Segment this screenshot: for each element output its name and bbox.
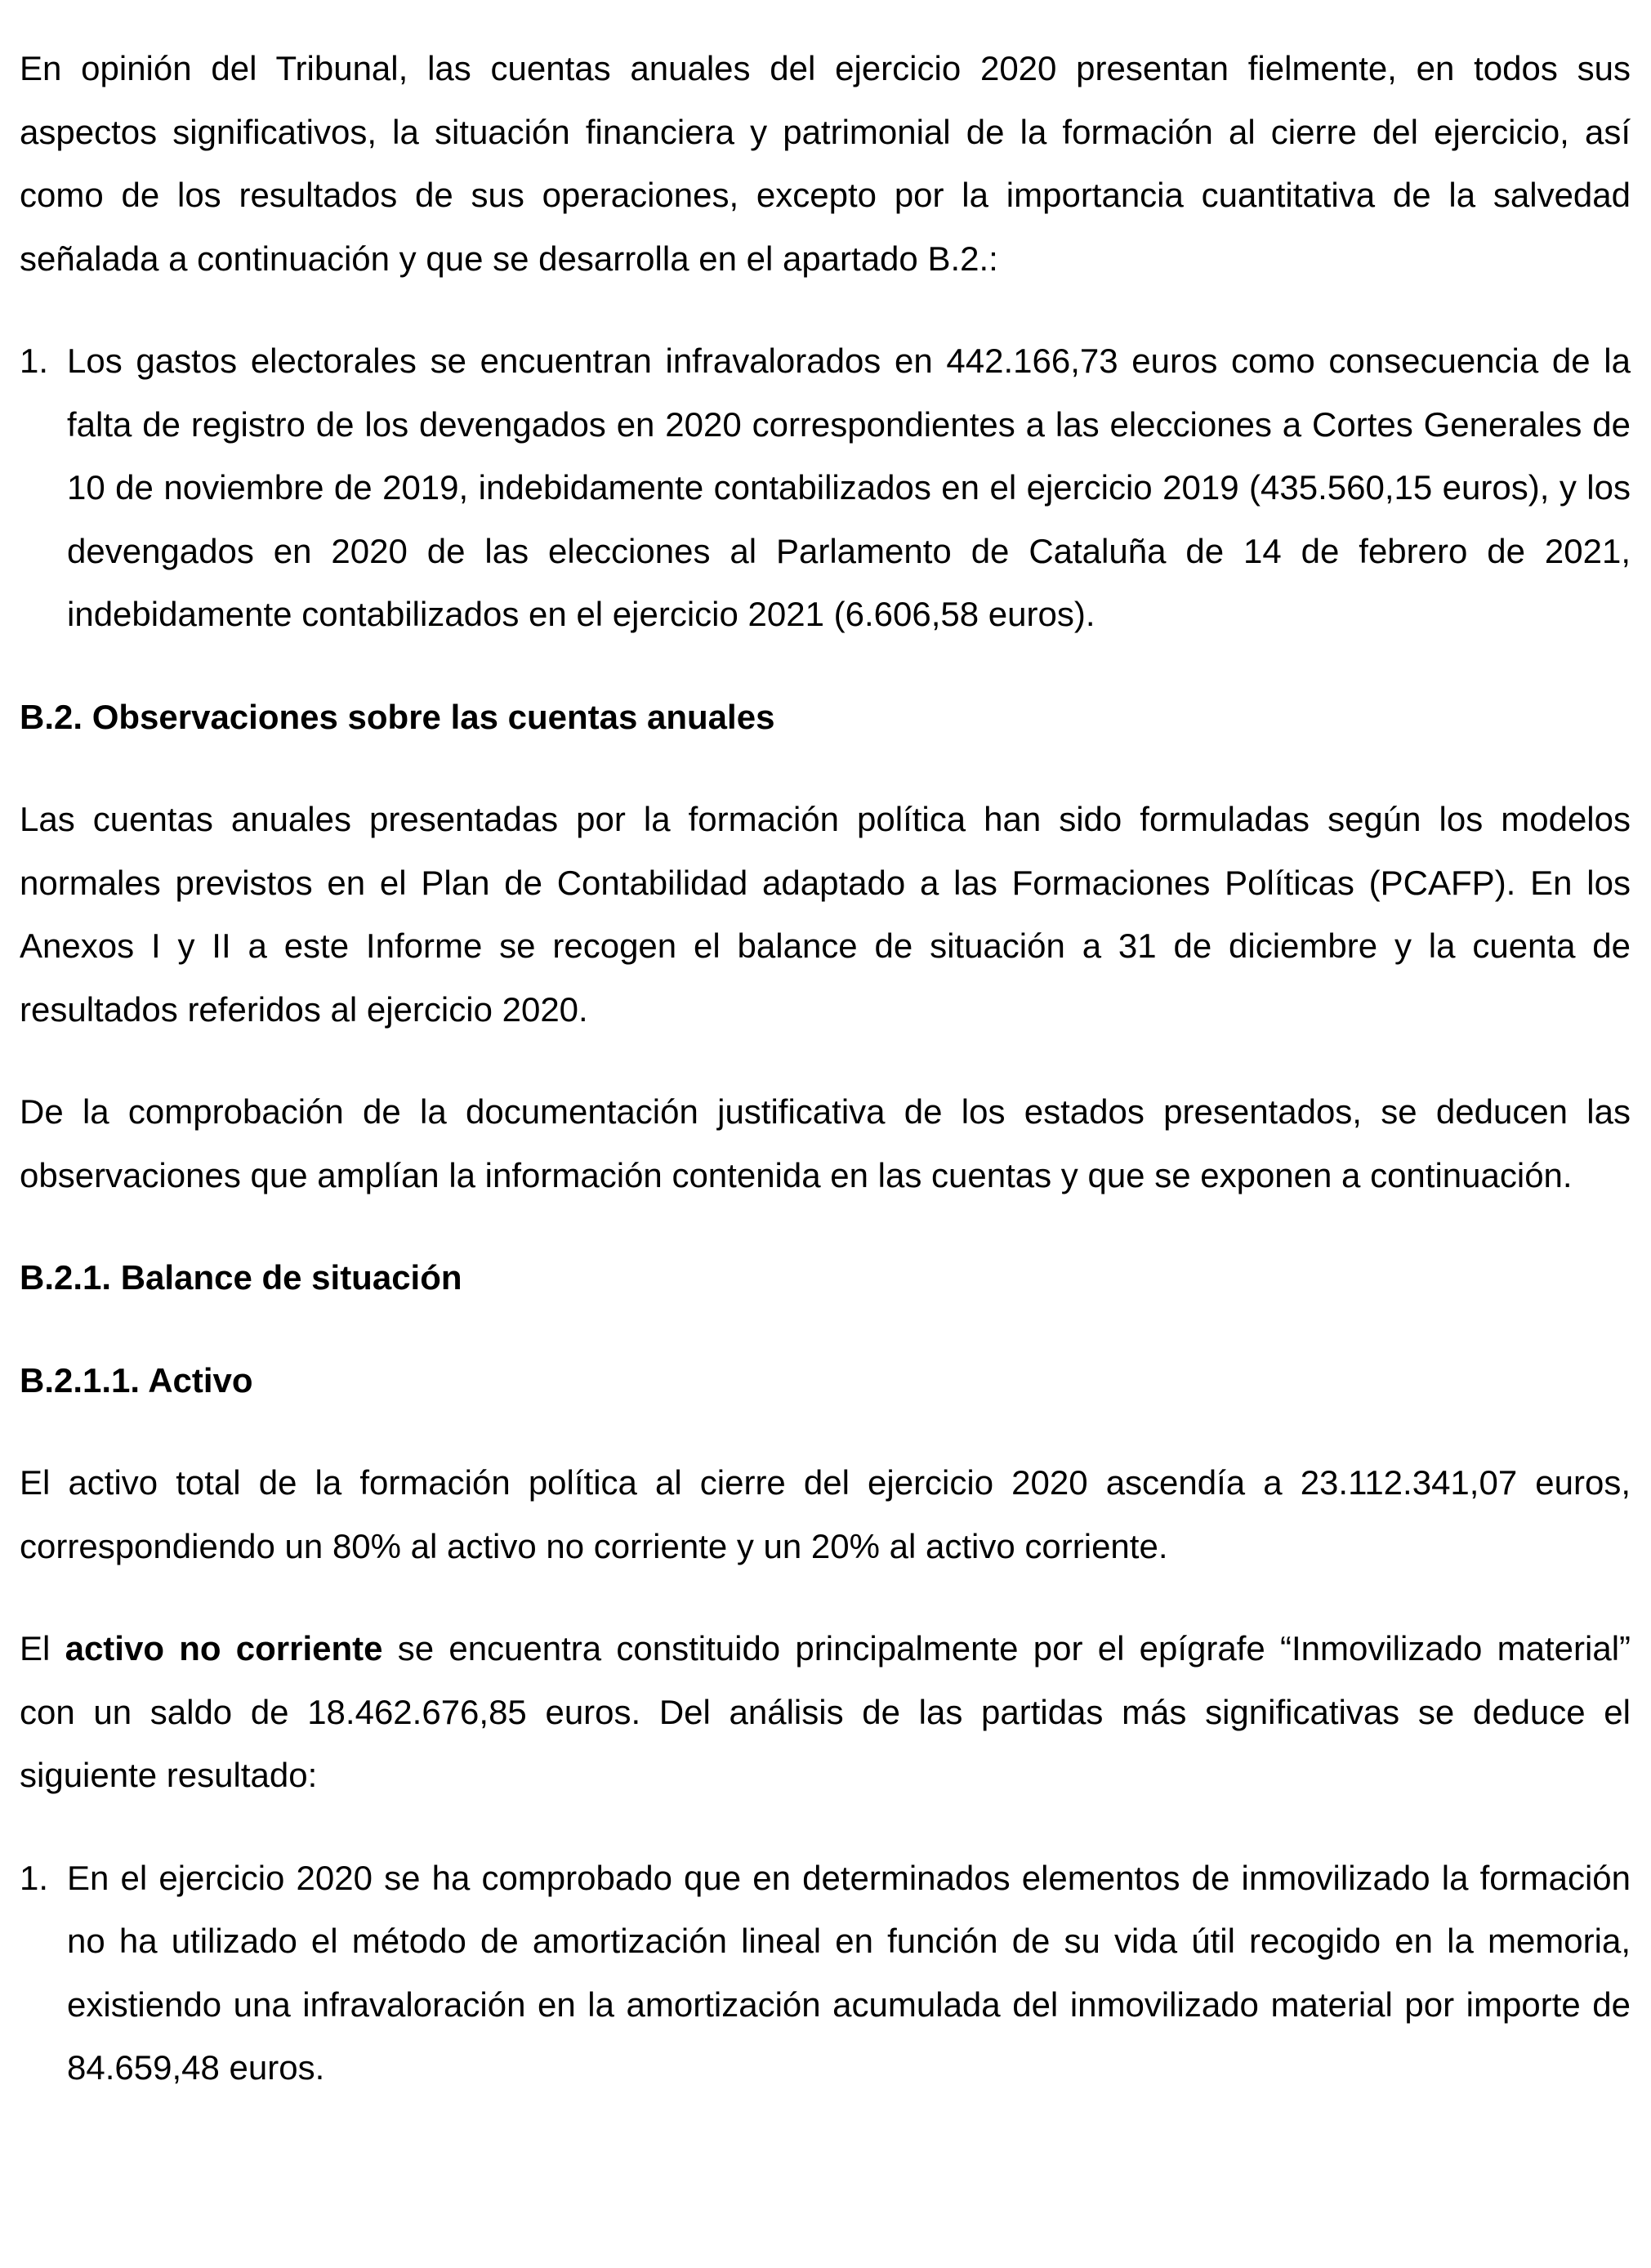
section-heading-b211: B.2.1.1. Activo xyxy=(20,1360,253,1400)
list-item-text: Los gastos electorales se encuentran infravalorados en 442.166,73 euros como consecuencia de la falta de registro de los devengados en 2020 correspondientes a las elecciones a Cortes Generales de 10 de noviembre de 2019, indebidamente contabilizados en el ejercicio 2019 (435.560,15 euros), y los devengados en 2020 de las elecciones al Parlamento de Cataluña de 14 de febrero de 2021, indebidamente contabilizados en el ejercicio 2021 (6.606,58 euros). xyxy=(67,342,1631,633)
list-item-text: En el ejercicio 2020 se ha comprobado que en determinados elementos de inmovilizado la formación no ha utilizado el método de amortización lineal en función de su vida útil recogido en la memoria, existiendo una infravaloración en la amortización acumulada del inmovilizado material por importe de 84.659,48 euros. xyxy=(67,1858,1631,2087)
b211-paragraph-2-start: El xyxy=(20,1629,65,1668)
b2-paragraph-1: Las cuentas anuales presentadas por la formación política han sido formuladas según los modelos normales previstos en el Plan de Contabilidad adaptado a las Formaciones Políticas (PCAFP). En los Anexos I y II a este Informe se recogen el balance de situación a 31 de diciembre y la cuenta de resultados referidos al ejercicio 2020. xyxy=(20,800,1631,1029)
section-heading-b21: B.2.1. Balance de situación xyxy=(20,1258,462,1297)
document-page xyxy=(20,37,1631,2100)
b211-paragraph-2-rest: se encuentra constituido principalmente por el epígrafe “Inmovilizado material” con un saldo de 18.462.676,85 euros. Del análisis de las partidas más significativas se deduce el siguiente resultado: xyxy=(20,1629,1631,1794)
intro-paragraph: En opinión del Tribunal, las cuentas anuales del ejercicio 2020 presentan fielmente, en todos sus aspectos significativos, la situación financiera y patrimonial de la formación al cierre del ejercicio, así como de los resultados de sus operaciones, excepto por la importancia cuantitativa de la salvedad señalada a continuación y que se desarrolla en el apartado B.2.: xyxy=(20,49,1631,278)
list-item-number: 1. xyxy=(20,1858,49,1897)
salvedad-list-item xyxy=(20,329,1631,646)
section-heading-b2: B.2. Observaciones sobre las cuentas anuales xyxy=(20,697,775,736)
list-item-number: 1. xyxy=(20,342,49,380)
b211-paragraph-2 xyxy=(20,1617,1631,1807)
activo-no-corriente-term: activo no corriente xyxy=(65,1629,383,1668)
b2-paragraph-2: De la comprobación de la documentación justificativa de los estados presentados, se deducen las observaciones que amplían la información contenida en las cuentas y que se exponen a continuación. xyxy=(20,1092,1631,1194)
b211-paragraph-1: El activo total de la formación política al cierre del ejercicio 2020 ascendía a 23.112.341,07 euros, correspondiendo un 80% al activo no corriente y un 20% al activo corriente. xyxy=(20,1463,1631,1565)
activo-list-item xyxy=(20,1846,1631,2100)
